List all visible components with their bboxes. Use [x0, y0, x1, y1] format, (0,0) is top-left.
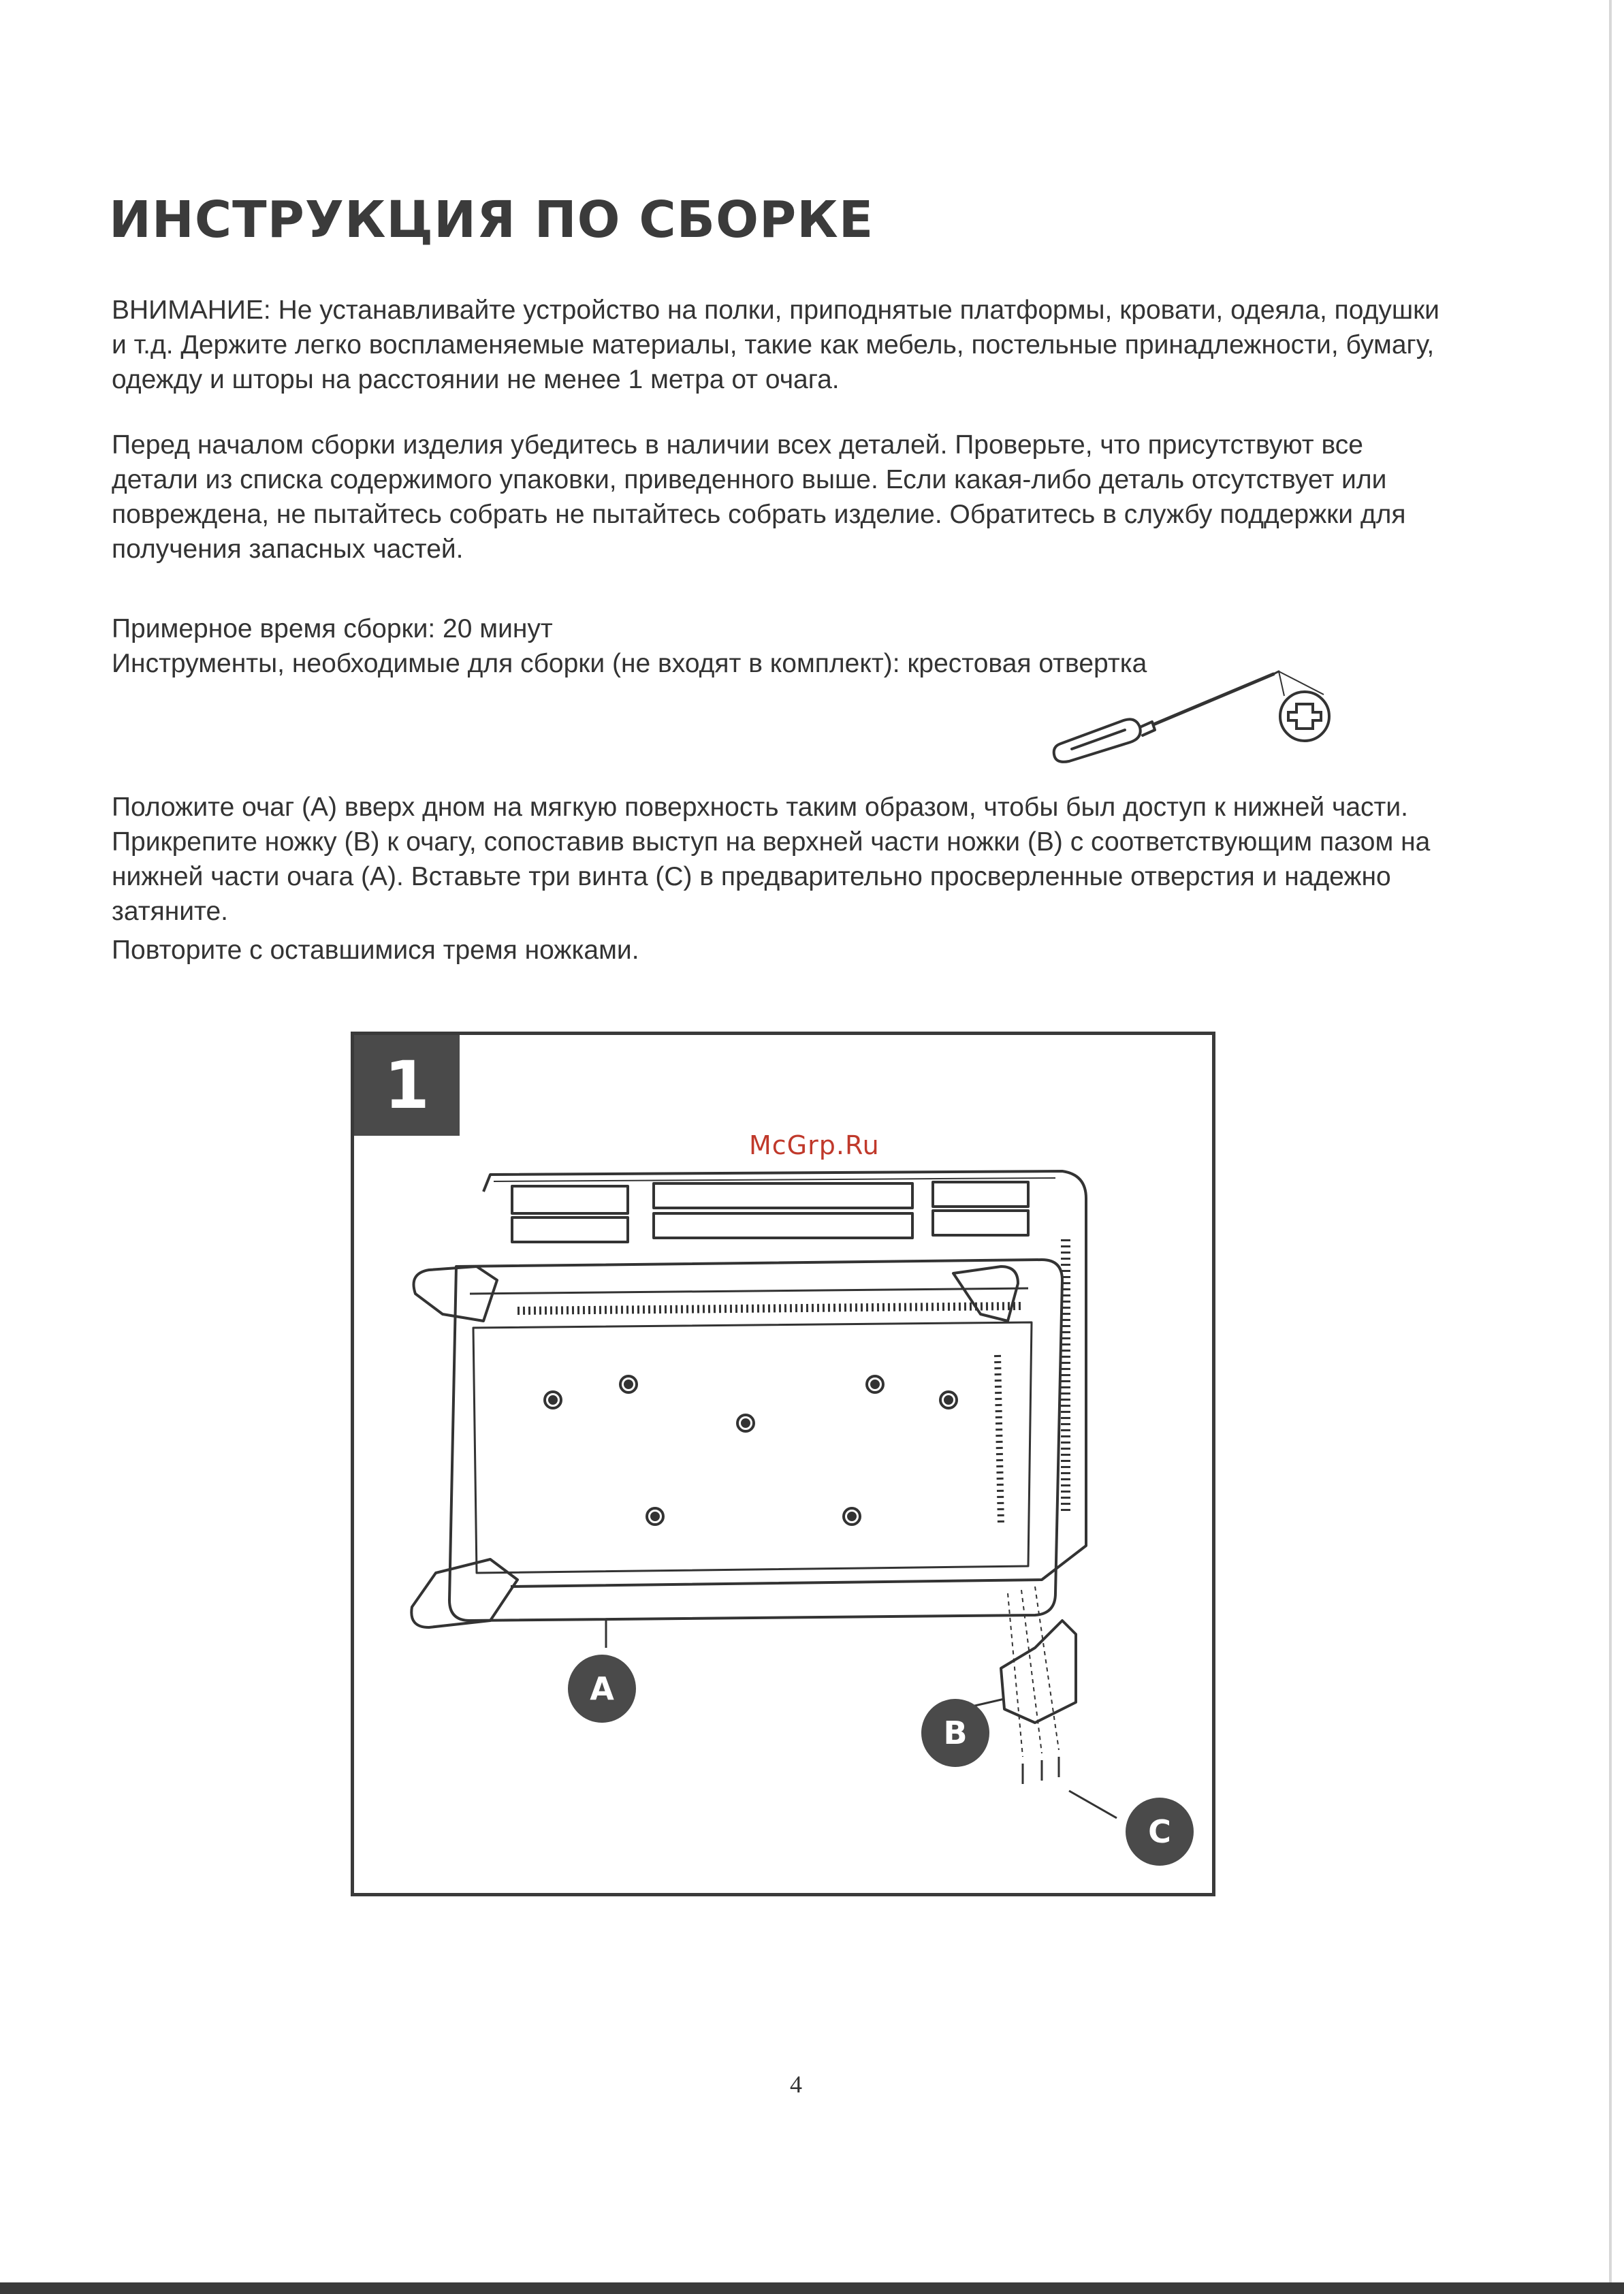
page-title: ИНСТРУКЦИЯ ПО СБОРКЕ [109, 191, 874, 249]
callout-c: C [1126, 1798, 1194, 1866]
assembly-figure [351, 1032, 1215, 1896]
step-text: Положите очаг (А) вверх дном на мягкую поверхность таким образом, чтобы был доступ к нижней части. Прикрепите ножку (В) к очагу, сопоставив выступ на верхней части ножки (В) с соответствующим пазом на нижней части очага (А). Вставьте три винта (С) в предварительно просверленные отверстия и надежно затяните. [112, 793, 1431, 926]
screwdriver-icon [1049, 654, 1348, 769]
callout-b: B [921, 1699, 989, 1767]
assembly-time-text: Примерное время сборки: 20 минут [112, 614, 553, 643]
step-paragraph [112, 790, 1446, 929]
phillips-head-icon [1279, 671, 1329, 741]
callout-a: A [568, 1655, 636, 1723]
repeat-text: Повторите с оставшимися тремя ножками. [112, 936, 639, 965]
step-number-badge: 1 [354, 1035, 460, 1136]
check-parts-paragraph [112, 428, 1446, 567]
page-number: 4 [790, 2071, 802, 2098]
fireplace-diagram [354, 1035, 1212, 1893]
scan-edge [1609, 0, 1612, 2294]
repeat-paragraph [112, 933, 1446, 968]
warning-text: ВНИМАНИЕ: Не устанавливайте устройство на полки, приподнятые платформы, кровати, одеяла, подушки и т.д. Держите легко воспламеняемые материалы, такие как мебель, постельные принадлежности, бумагу, одежду и шторы на расстоянии не менее 1 метра от очага. [112, 296, 1439, 394]
warning-paragraph [112, 293, 1446, 397]
watermark: McGrp.Ru [749, 1130, 880, 1160]
assembly-time-line [112, 611, 1446, 646]
tools-text: Инструменты, необходимые для сборки (не входят в комплект): крестовая отвертка [112, 649, 1147, 678]
check-parts-text: Перед началом сборки изделия убедитесь в наличии всех деталей. Проверьте, что присутствуют все детали из списка содержимого упаковки, приведенного выше. Если какая-либо деталь отсутствует или повреждена, не пытайтесь собрать не пытайтесь собрать изделие. Обратитесь в службу поддержки для получения запасных частей. [112, 430, 1406, 564]
scan-bottom-edge [0, 2282, 1624, 2294]
